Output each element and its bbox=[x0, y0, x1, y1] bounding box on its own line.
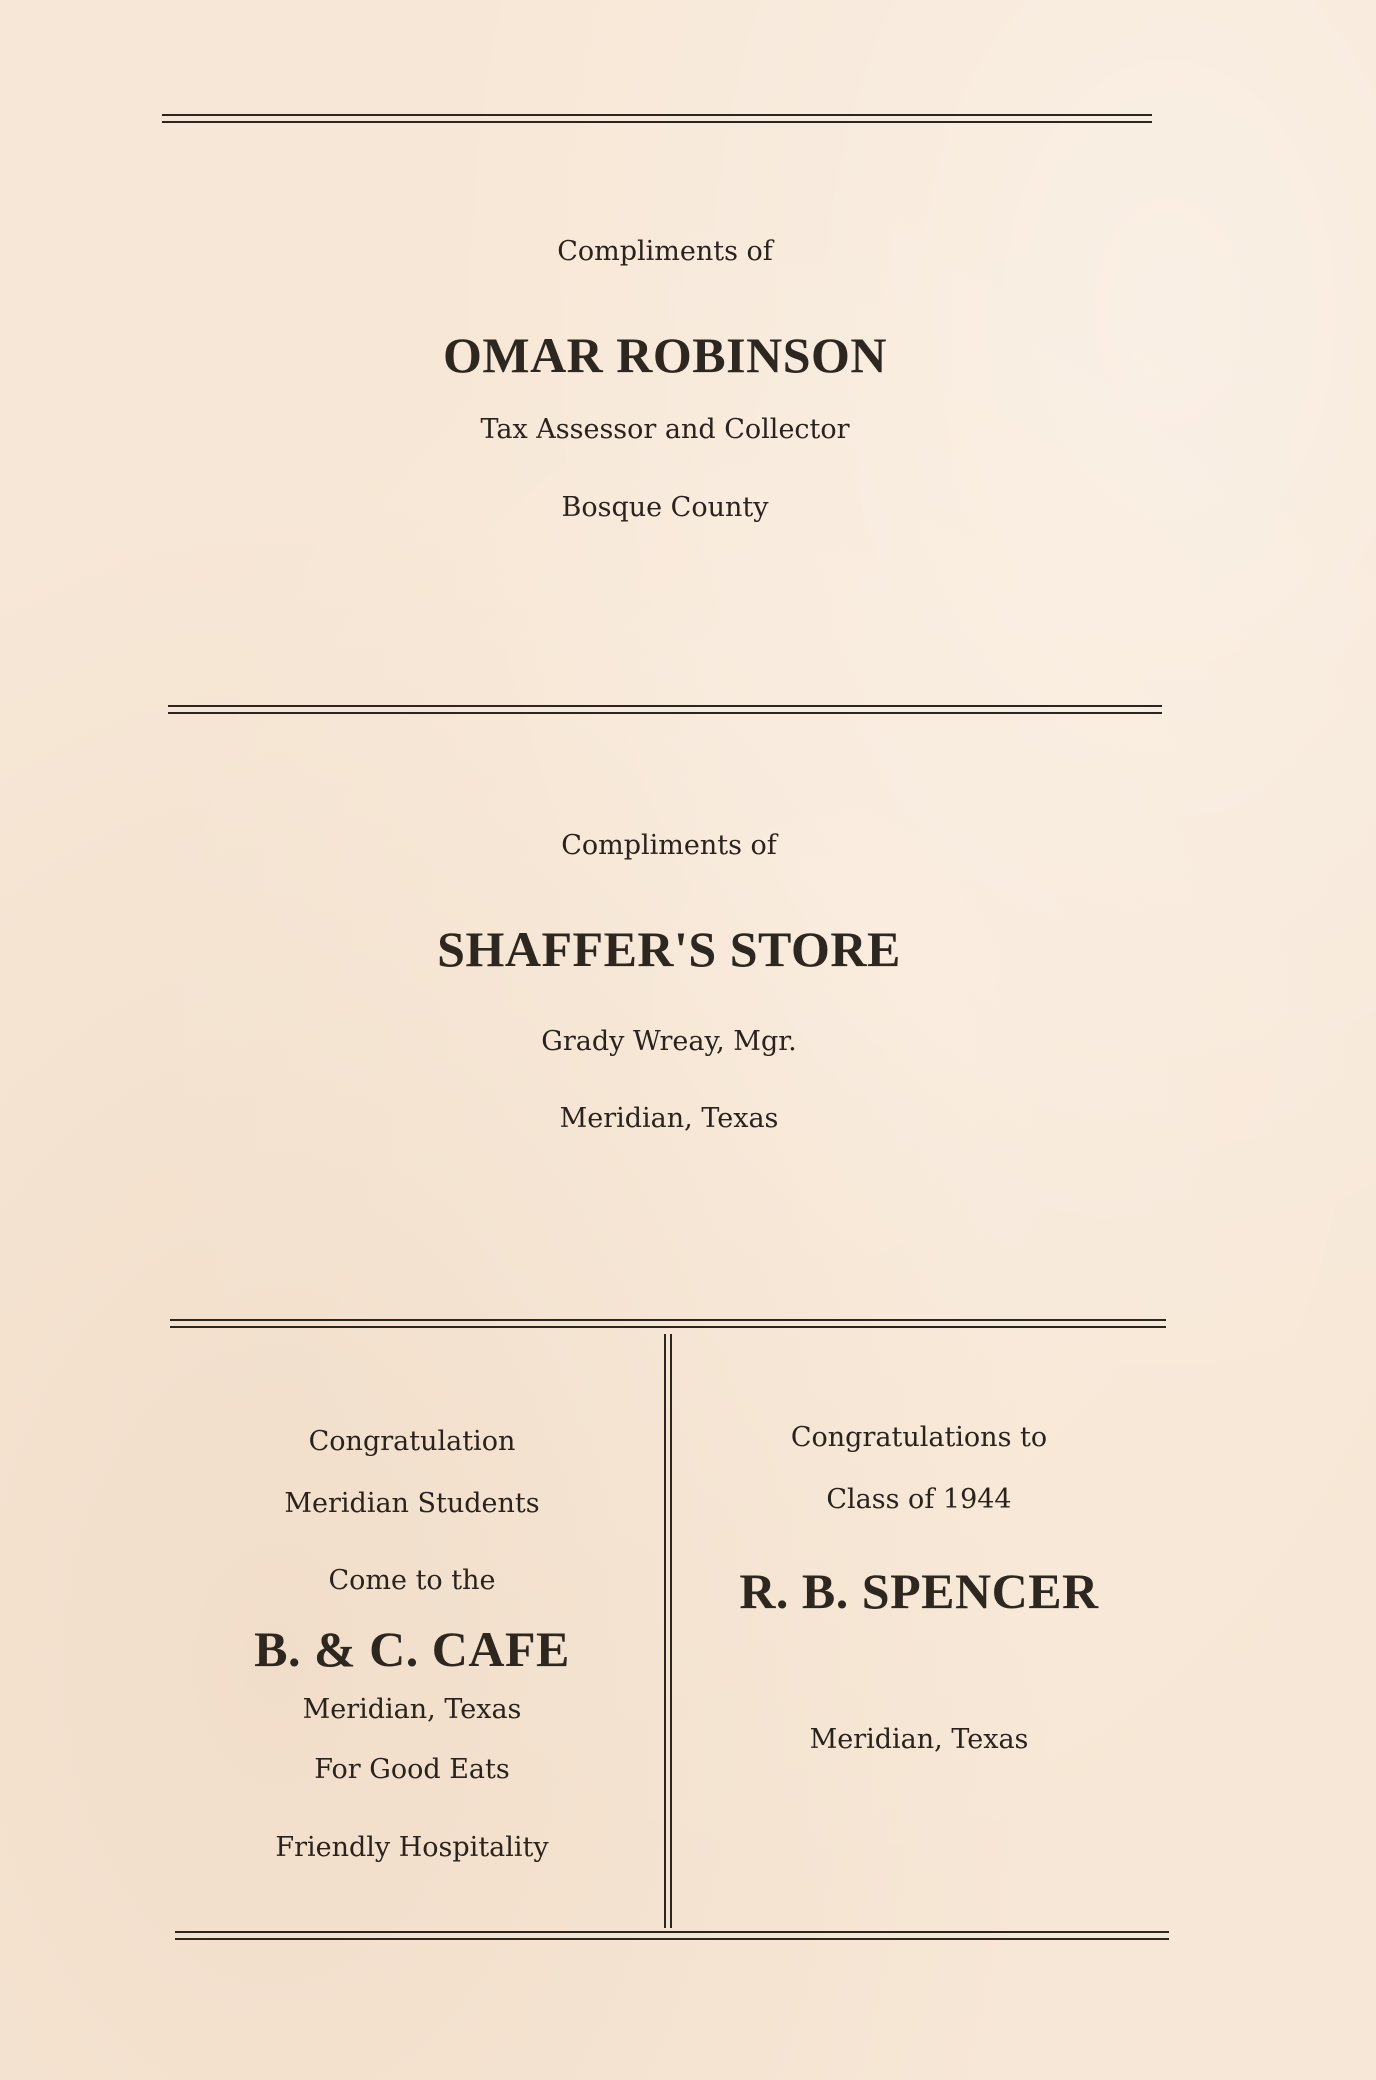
ad4-class: Class of 1944 bbox=[826, 1484, 1012, 1515]
ad1-name: OMAR ROBINSON bbox=[442, 327, 888, 383]
ad3-come-to: Come to the bbox=[328, 1565, 496, 1596]
ad3-name: B. & C. CAFE bbox=[254, 1621, 570, 1677]
ad4-name: R. B. SPENCER bbox=[739, 1563, 1099, 1619]
ad3-students: Meridian Students bbox=[284, 1488, 540, 1519]
ad1-compliments: Compliments of bbox=[557, 236, 773, 267]
ad1-county: Bosque County bbox=[561, 492, 769, 523]
ad2-name: SHAFFER'S STORE bbox=[437, 921, 901, 977]
ad3-congratulation: Congratulation bbox=[308, 1426, 516, 1457]
lower-divider bbox=[170, 1319, 1166, 1328]
ad3-good-eats: For Good Eats bbox=[314, 1754, 510, 1785]
ad4-congratulations: Congratulations to bbox=[790, 1422, 1048, 1453]
bottom-divider bbox=[175, 1931, 1169, 1940]
ad1-title: Tax Assessor and Collector bbox=[480, 414, 850, 445]
ad4-location: Meridian, Texas bbox=[809, 1724, 1029, 1755]
ad2-compliments: Compliments of bbox=[561, 830, 777, 861]
ad3-hospitality: Friendly Hospitality bbox=[275, 1832, 549, 1863]
middle-divider bbox=[168, 705, 1162, 714]
ad2-manager: Grady Wreay, Mgr. bbox=[541, 1026, 797, 1057]
column-divider bbox=[664, 1334, 672, 1928]
top-divider bbox=[162, 114, 1152, 123]
ad3-location: Meridian, Texas bbox=[302, 1694, 522, 1725]
ad2-location: Meridian, Texas bbox=[559, 1103, 779, 1134]
